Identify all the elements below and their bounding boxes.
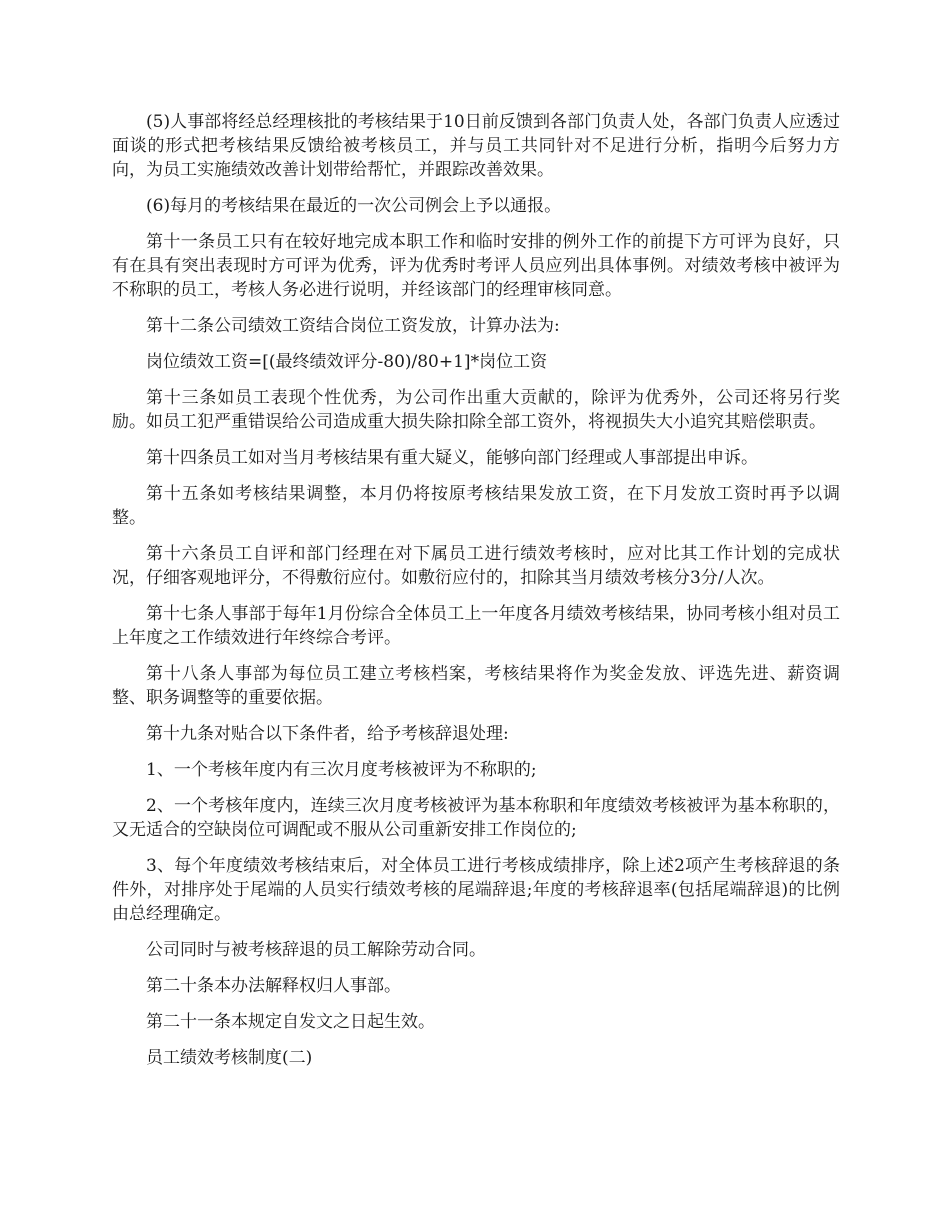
paragraph-3: 第十一条员工只有在较好地完成本职工作和临时安排的例外工作的前提下方可评为良好，只有在具有突出表现时方可评为优秀，评为优秀时考评人员应列出具体事例。对绩效考核中被评为不称职的员工，考核人务必进行说明，并经该部门的经理审核同意。	[112, 232, 840, 300]
section-heading: 员工绩效考核制度(二)	[146, 1048, 313, 1068]
paragraph-18: 第二十一条本规定自发文之日起生效。	[146, 1012, 435, 1032]
list-item-2: 2、一个考核年度内，连续三次月度考核被评为基本称职和年度绩效考核被评为基本称职的，又无适合的空缺岗位可调配或不服从公司重新安排工作岗位的;	[112, 796, 840, 840]
paragraph-8: 第十五条如考核结果调整，本月仍将按原考核结果发放工资，在下月发放工资时再予以调整。	[112, 484, 840, 528]
paragraph-17: 第二十条本办法解释权归人事部。	[146, 976, 401, 996]
paragraph-6: 第十三条如员工表现个性优秀，为公司作出重大贡献的，除评为优秀外，公司还将另行奖励。如员工犯严重错误给公司造成重大损失除扣除全部工资外，将视损失大小追究其赔偿职责。	[112, 388, 840, 432]
paragraph-16: 公司同时与被考核辞退的员工解除劳动合同。	[146, 940, 486, 960]
paragraph-2: (6)每月的考核结果在最近的一次公司例会上予以通报。	[146, 196, 562, 216]
paragraph-10: 第十七条人事部于每年1月份综合全体员工上一年度各月绩效考核结果，协同考核小组对员工上年度之工作绩效进行年终综合考评。	[112, 604, 840, 648]
paragraph-1: (5)人事部将经总经理核批的考核结果于10日前反馈到各部门负责人处，各部门负责人应透过面谈的形式把考核结果反馈给被考核员工，并与员工共同针对不足进行分析，指明今后努力方向，为员工实施绩效改善计划带给帮忙，并跟踪改善效果。	[112, 112, 840, 180]
paragraph-7: 第十四条员工如对当月考核结果有重大疑义，能够向部门经理或人事部提出申诉。	[146, 448, 758, 468]
paragraph-12: 第十九条对贴合以下条件者，给予考核辞退处理:	[146, 724, 509, 744]
list-item-1: 1、一个考核年度内有三次月度考核被评为不称职的;	[146, 760, 537, 780]
paragraph-4: 第十二条公司绩效工资结合岗位工资发放，计算办法为:	[146, 316, 560, 336]
paragraph-11: 第十八条人事部为每位员工建立考核档案，考核结果将作为奖金发放、评选先进、薪资调整、职务调整等的重要依据。	[112, 664, 840, 708]
paragraph-formula: 岗位绩效工资=[(最终绩效评分-80)/80+1]*岗位工资	[146, 352, 548, 372]
list-item-3: 3、每个年度绩效考核结束后，对全体员工进行考核成绩排序，除上述2项产生考核辞退的条件外，对排序处于尾端的人员实行绩效考核的尾端辞退;年度的考核辞退率(包括尾端辞退)的比例由总经理确定。	[112, 856, 840, 924]
paragraph-9: 第十六条员工自评和部门经理在对下属员工进行绩效考核时，应对比其工作计划的完成状况，仔细客观地评分，不得敷衍应付。如敷衍应付的，扣除其当月绩效考核分3分/人次。	[112, 544, 840, 588]
